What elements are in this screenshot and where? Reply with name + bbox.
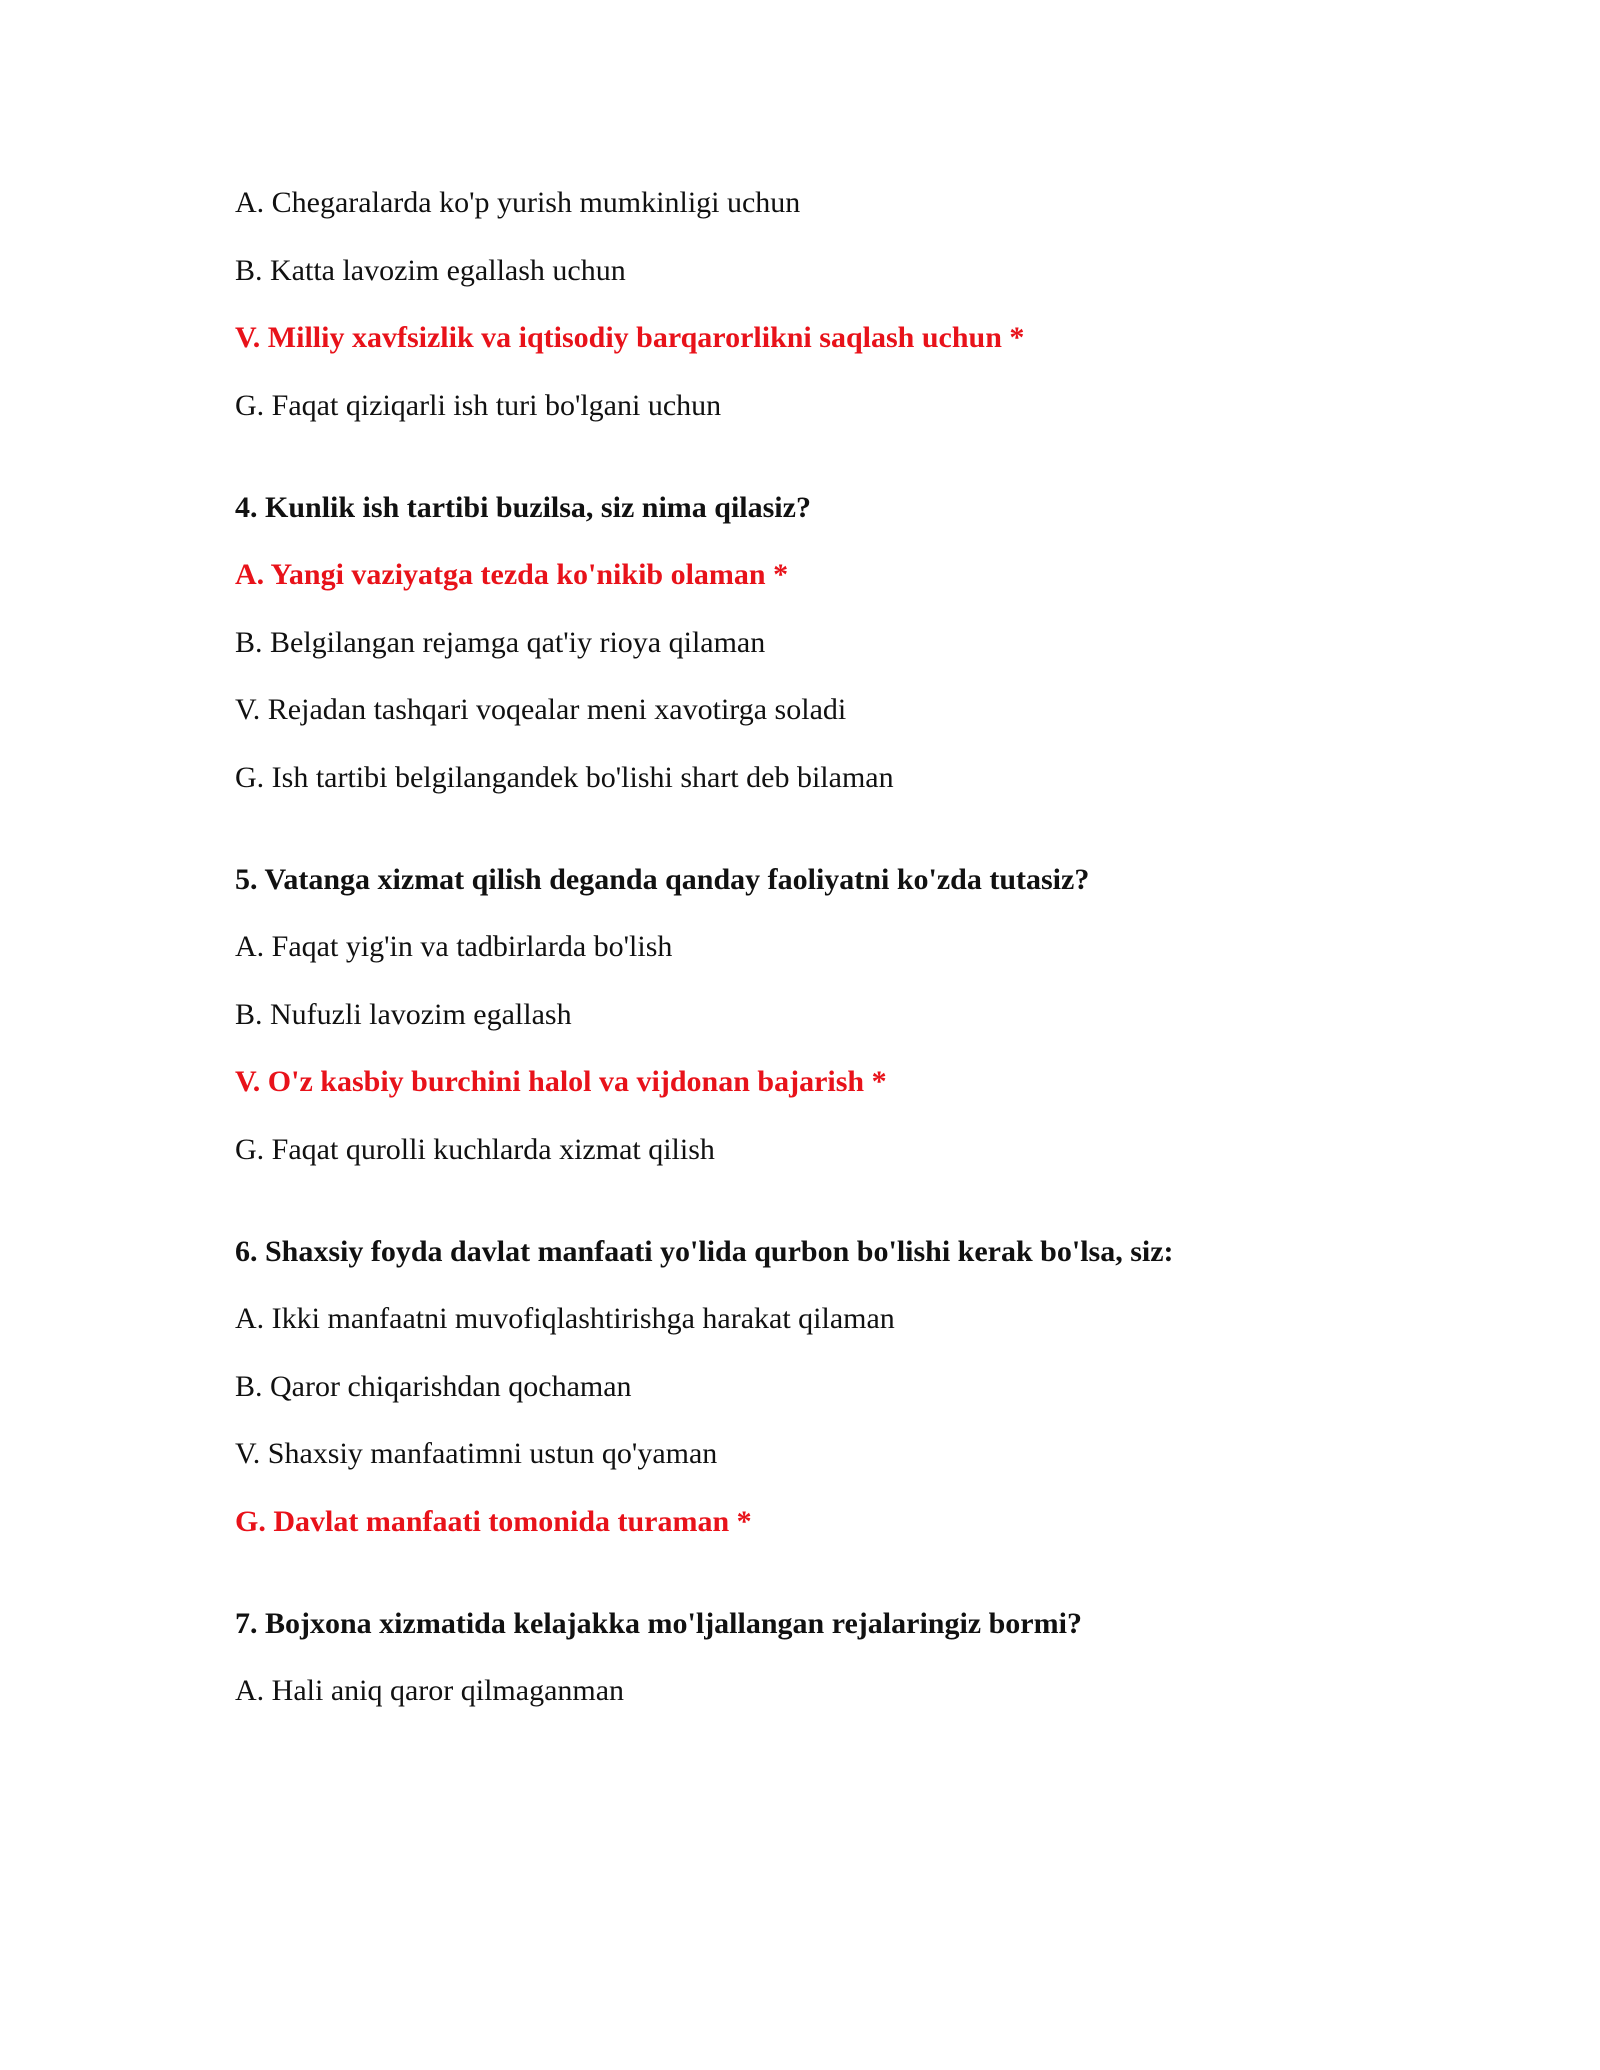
option-line: A. Faqat yig'in va tadbirlarda bo'lish	[235, 930, 673, 963]
option-line: G. Faqat qurolli kuchlarda xizmat qilish	[235, 1132, 715, 1166]
option-line: A. Chegaralarda ko'p yurish mumkinligi uchun	[235, 186, 801, 219]
question-heading: 6. Shaxsiy foyda davlat manfaati yo'lida qurbon bo'lishi kerak bo'lsa, siz:	[235, 1234, 1174, 1268]
correct-option-line: V. O'z kasbiy burchini halol va vijdonan bajarish *	[235, 1065, 887, 1098]
option-line: B. Katta lavozim egallash uchun	[235, 253, 626, 287]
question-heading: 4. Kunlik ish tartibi buzilsa, siz nima qilasiz?	[235, 490, 811, 524]
question-block-7	[235, 1606, 1435, 1710]
question-heading: 5. Vatanga xizmat qilish deganda qanday faoliyatni ko'zda tutasiz?	[235, 862, 1090, 896]
option-line: A. Ikki manfaatni muvofiqlashtirishga harakat qilaman	[235, 1302, 895, 1335]
option-line: V. Shaxsiy manfaatimni ustun qo'yaman	[235, 1437, 718, 1470]
correct-option-line: G. Davlat manfaati tomonida turaman *	[235, 1504, 752, 1538]
option-line: V. Rejadan tashqari voqealar meni xavotirga soladi	[235, 693, 847, 726]
option-line: A. Hali aniq qaror qilmaganman	[235, 1674, 625, 1707]
option-line: G. Ish tartibi belgilangandek bo'lishi shart deb bilaman	[235, 760, 894, 794]
correct-option-line: A. Yangi vaziyatga tezda ko'nikib olaman *	[235, 558, 789, 591]
question-heading: 7. Bojxona xizmatida kelajakka mo'ljallangan rejalaringiz bormi?	[235, 1606, 1082, 1640]
question-block-3	[235, 185, 1435, 424]
question-block-4	[235, 490, 1435, 796]
option-line: B. Belgilangan rejamga qat'iy rioya qilaman	[235, 625, 766, 659]
question-block-6	[235, 1234, 1435, 1540]
correct-option-line: V. Milliy xavfsizlik va iqtisodiy barqarorlikni saqlash uchun *	[235, 321, 1025, 354]
option-line: G. Faqat qiziqarli ish turi bo'lgani uchun	[235, 388, 722, 422]
question-block-5	[235, 862, 1435, 1168]
option-line: B. Nufuzli lavozim egallash	[235, 997, 572, 1031]
option-line: B. Qaror chiqarishdan qochaman	[235, 1369, 632, 1403]
quiz-content	[235, 185, 1435, 1741]
